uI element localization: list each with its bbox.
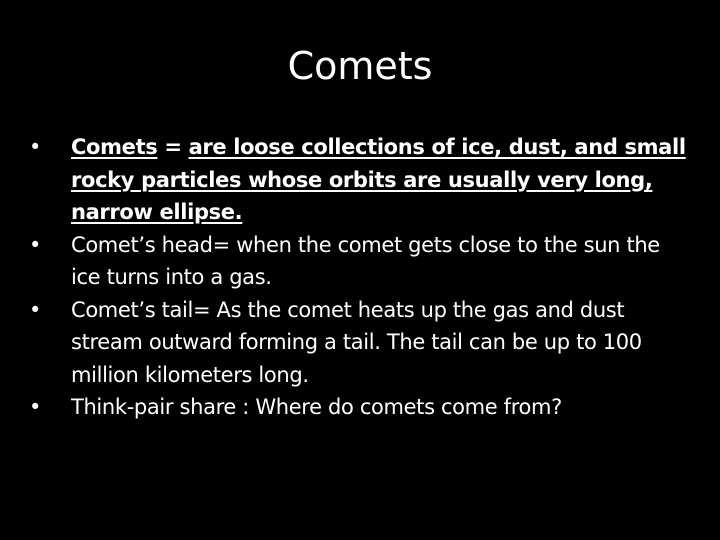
term-comets: Comets <box>71 135 158 159</box>
comet-definition: are loose collections of ice, dust, and small rocky particles whose orbits are usually very long, narrow ellipse. <box>71 135 686 224</box>
slide-title: Comets <box>287 44 433 88</box>
bullet-item-head <box>29 229 689 294</box>
comet-tail-text: Comet’s tail= As the comet heats up the gas and dust stream outward forming a tail. The tail can be up to 100 million kilometers long. <box>71 297 642 387</box>
bullet-item-definition <box>29 131 689 229</box>
definition-separator: = <box>157 135 189 159</box>
bullet-icon: • <box>29 395 42 419</box>
comet-head-text: Comet’s head= when the comet gets close to the sun the ice turns into a gas. <box>71 232 660 289</box>
bullet-icon: • <box>29 297 42 322</box>
bullet-item-tail <box>29 294 689 392</box>
bullet-icon: • <box>29 232 42 257</box>
bullet-item-question <box>29 391 689 424</box>
bullet-list <box>29 131 689 424</box>
bullet-icon: • <box>29 135 42 159</box>
think-pair-share-text: Think-pair share : Where do comets come from? <box>71 395 562 419</box>
